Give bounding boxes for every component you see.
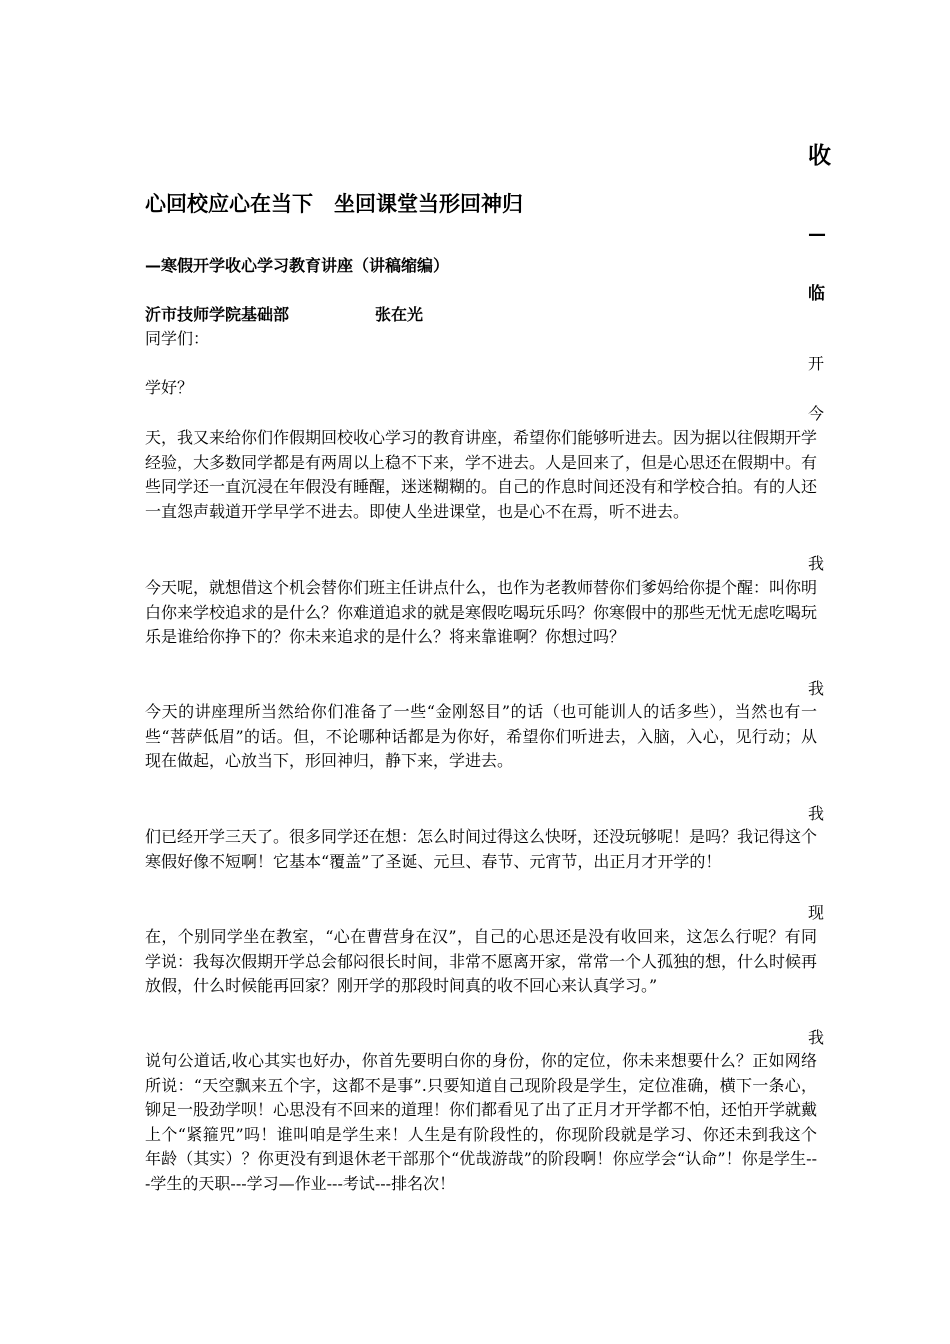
greeting: 同学们： bbox=[145, 329, 210, 348]
margin-char: 我 bbox=[808, 1028, 825, 1047]
margin-char-bold: 临 bbox=[808, 284, 825, 304]
paragraph: 今天的讲座理所当然给你们准备了一些“金刚怒目”的话（也可能训人的话多些），当然也有一些“菩萨低眉”的话。但，不论哪种话都是为你好，希望你们听进去，入脑，入心，见行动；从现在做起，心放当下，形回神归，静下来，学进去。 bbox=[145, 702, 817, 770]
paragraph: 说句公道话,收心其实也好办，你首先要明白你的身份，你的定位，你未来想要什么？正如网络所说：“天空飘来五个字，这都不是事”.只要知道自己现阶段是学生，定位准确，横下一条心，铆足一股劲学呗！心思没有不回来的道理！你们都看见了出了正月才开学都不怕，还怕开学就戴上个“紧箍咒”吗！谁叫咱是学生来！人生是有阶段性的，你现阶段就是学习、你还未到我这个年龄（其实）？你更没有到退休老干部那个“优哉游哉”的阶段啊！你应学会“认命”！你是学生---学生的天职---学习—作业---考试---排名次！ bbox=[145, 1051, 818, 1193]
paragraph: 今天呢，就想借这个机会替你们班主任讲点什么，也作为老教师替你们爹妈给你提个醒：叫你明白你来学校追求的是什么？你难道追求的就是寒假吃喝玩乐吗？你寒假中的那些无忧无虑吃喝玩乐是谁给你挣下的？你未来追求的是什么？将来靠谁啊？你想过吗？ bbox=[145, 578, 818, 646]
paragraph: 学好？ bbox=[145, 378, 194, 397]
margin-char: 我 bbox=[808, 804, 825, 823]
author-organization: 沂市技师学院基础部 bbox=[145, 305, 290, 324]
margin-char-big: 收 bbox=[808, 143, 831, 169]
margin-char: 现 bbox=[808, 903, 825, 922]
subtitle: —寒假开学收心学习教育讲座（讲稿缩编） bbox=[145, 256, 450, 275]
margin-char: 今 bbox=[808, 404, 825, 423]
margin-char: 我 bbox=[808, 554, 825, 573]
margin-char: 开 bbox=[808, 354, 825, 373]
paragraph: 在，个别同学坐在教室，“心在曹营身在汉”，自己的心思还是没有收回来，这怎么行呢？有同学说：我每次假期开学总会郁闷很长时间，非常不愿离开家，常常一个人孤独的想，什么时候再放假，什么时候能再回家？刚开学的那段时间真的收不回心来认真学习。” bbox=[145, 927, 818, 995]
margin-dash: — bbox=[808, 224, 826, 245]
paragraph: 们已经开学三天了。很多同学还在想：怎么时间过得这么快呀，还没玩够呢！是吗？我记得这个寒假好像不短啊！它基本“覆盖”了圣诞、元旦、春节、元宵节，出正月才开学的！ bbox=[145, 827, 818, 871]
author-name: 张在光 bbox=[375, 305, 424, 324]
margin-char: 我 bbox=[808, 679, 825, 698]
page-title: 心回校应心在当下 坐回课堂当形回神归 bbox=[145, 192, 523, 216]
paragraph: 天，我又来给你们作假期回校收心学习的教育讲座，希望你们能够听进去。因为据以往假期开学经验，大多数同学都是有两周以上稳不下来，学不进去。人是回来了，但是心思还在假期中。有些同学还一直沉浸在年假没有睡醒，迷迷糊糊的。自己的作息时间还没有和学校合拍。有的人还一直怨声载道开学早学不进去。即使人坐进课堂，也是心不在焉，听不进去。 bbox=[145, 428, 818, 521]
